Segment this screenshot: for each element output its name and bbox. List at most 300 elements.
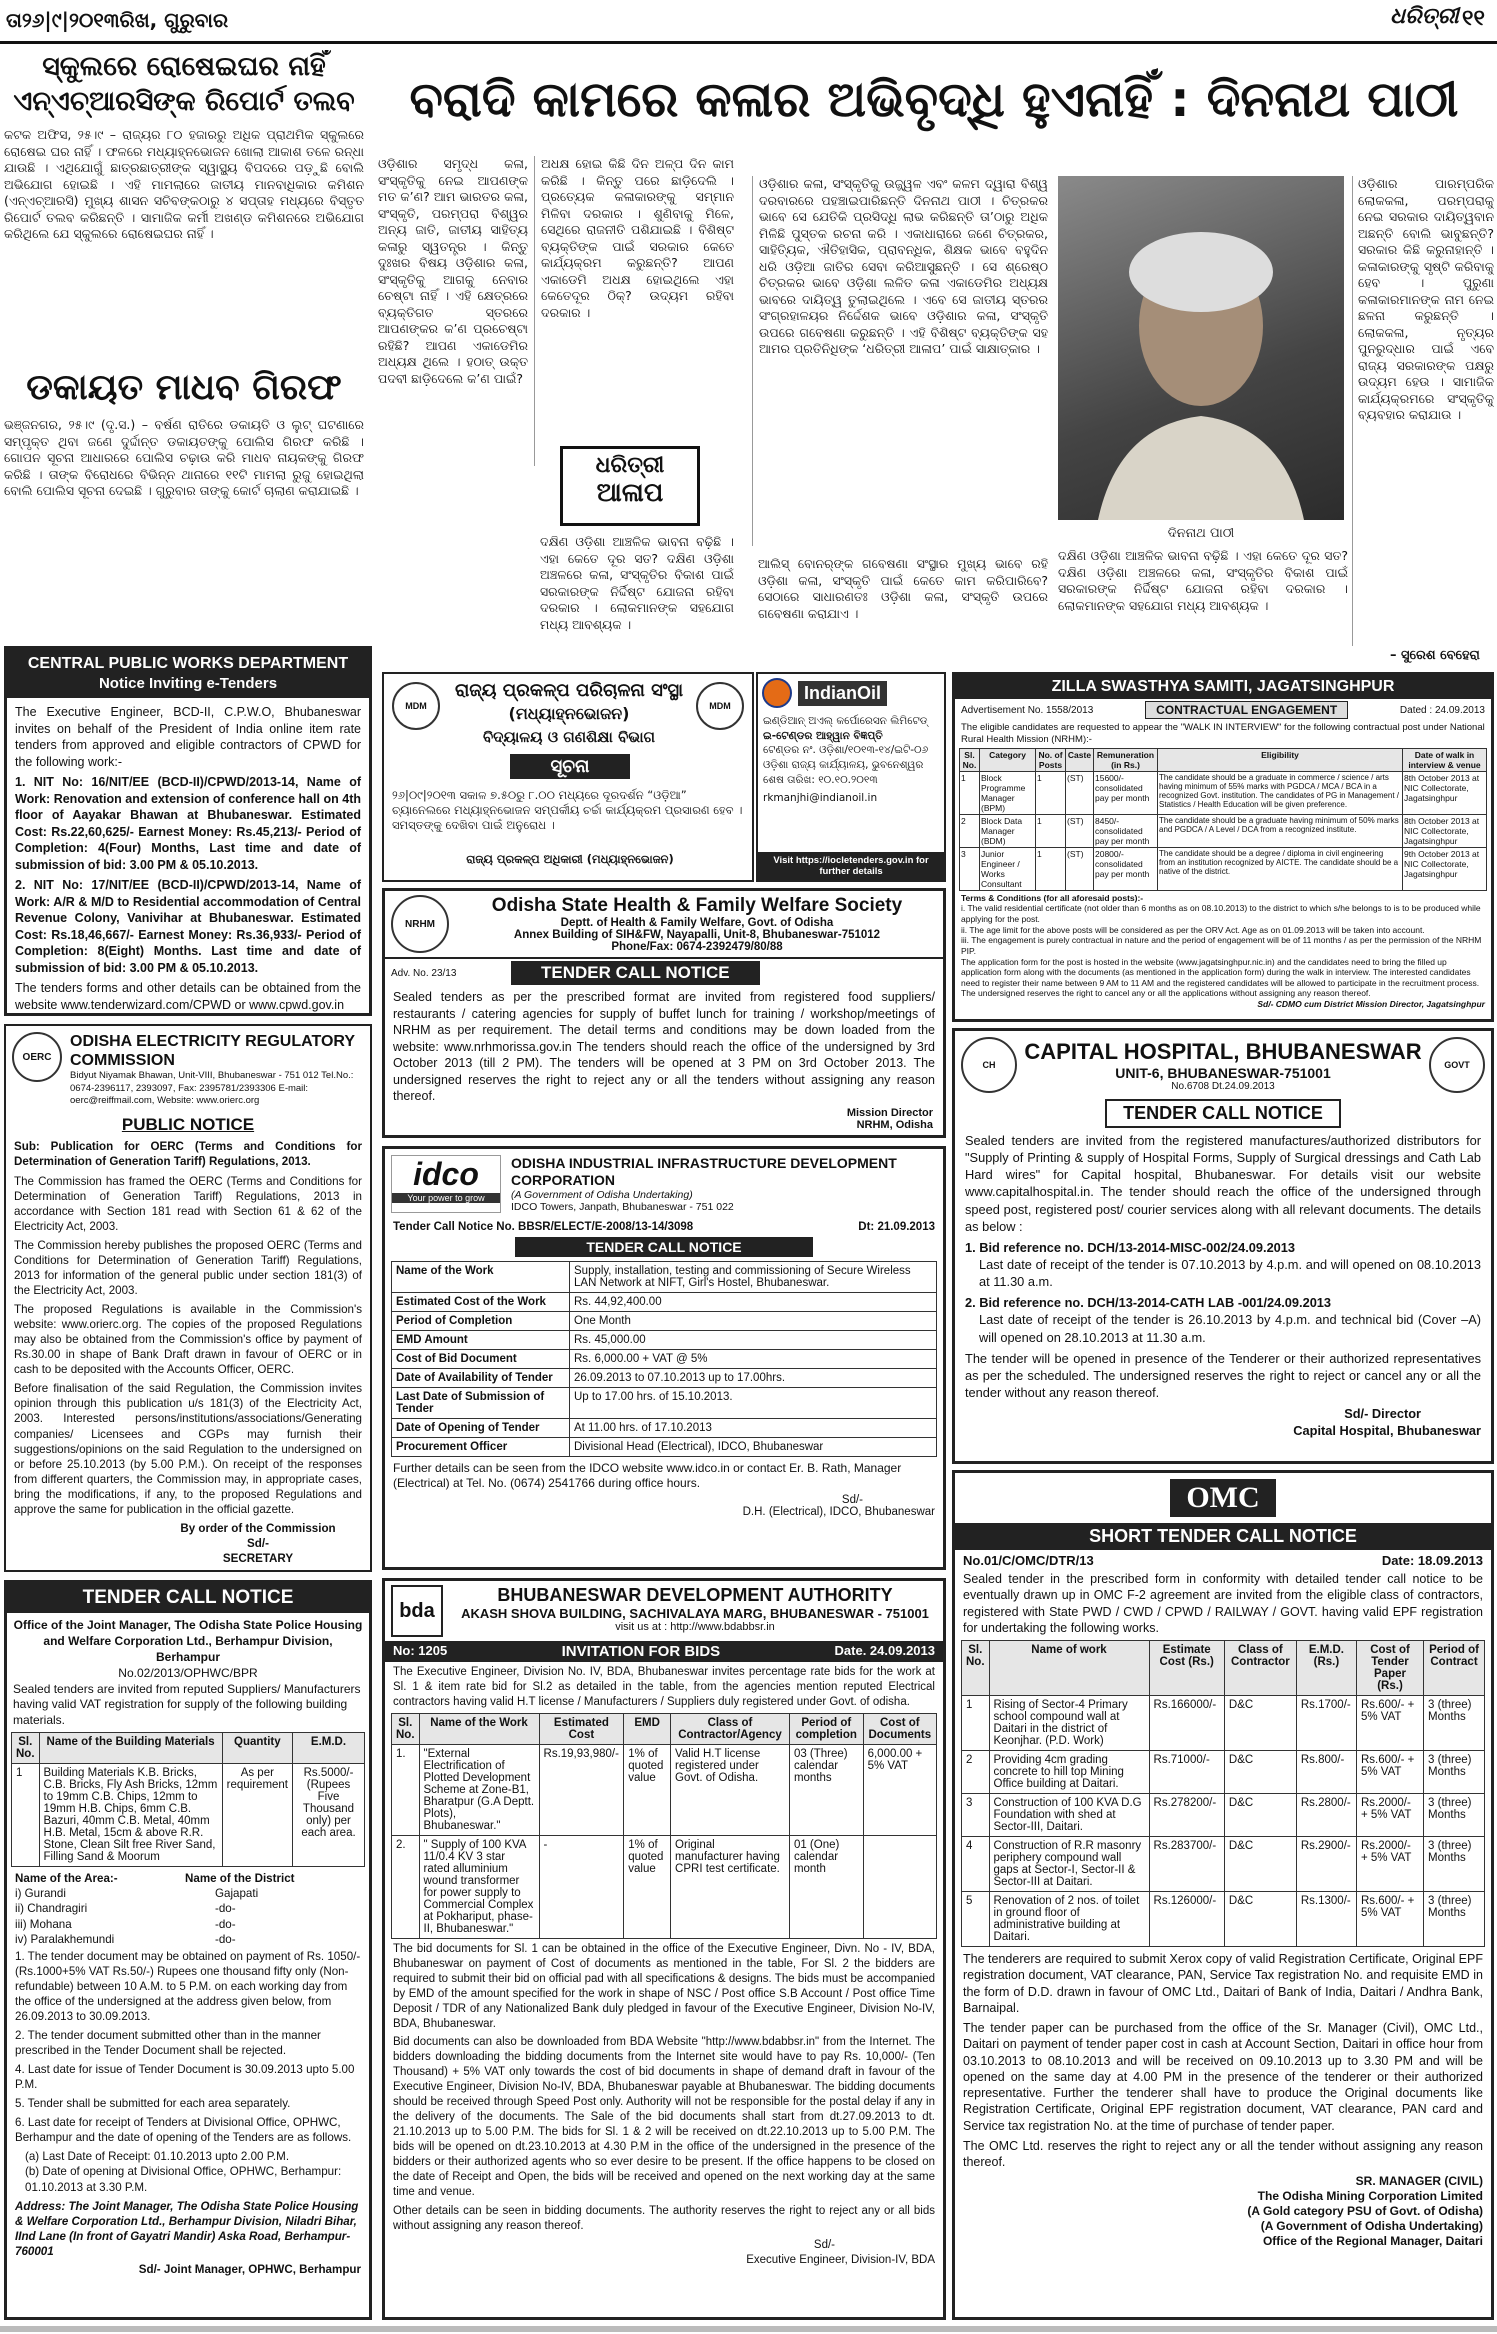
omc-p1: The tenderers are required to submit Xerox copy of valid Registration Certificate, Original EPF registration document, VAT clearance, PAN, Service Tax registration No. and requisite EMD in the form of D.D. drawn in favour of OMC Ltd., Daitari of Bank of India, Daitari / Andhra Bank, Barnaipal. [963, 1952, 1483, 2015]
ophwc-dist: -do- [215, 1902, 236, 1916]
indianoil-brand: IndianOil [798, 681, 887, 706]
zss-th: Caste [1066, 748, 1094, 771]
ophwc-dist: -do- [215, 1917, 236, 1931]
idco-date: Dt: 21.09.2013 [858, 1220, 935, 1233]
idco-key: Name of the Work [392, 1261, 570, 1292]
zss-td: The candidate should be a degree / diploma in civil engineering from an institution recognized by AICTE. The candidate should be a native of the district. [1158, 847, 1403, 890]
ad-oerc [4, 1024, 372, 1572]
zss-table [959, 748, 1487, 891]
zss-td: Junior Engineer / Works Consultant [980, 847, 1036, 890]
bda-th: Name of the Work [419, 1713, 539, 1744]
alaap-tag-line2: ଆଳାପ [596, 478, 664, 508]
zss-td: (ST) [1066, 814, 1094, 847]
omc-td: Rs.600/- + 5% VAT [1356, 1696, 1423, 1751]
bda-web[interactable]: visit us at : http://www.bdabbsr.in [615, 1621, 775, 1633]
table-row [392, 1387, 937, 1418]
indianoil-logo [762, 678, 792, 708]
zss-para: The application form for the post is hosted in the website (www.jagatsinghpur.nic.in) and the candidates need to bring the filled up application form along with the documents (as mentioned in the application form) during the walk in interview. The interested candidates need to register their name between 9 AM to 11 AM and the registered candidates will be allowed to participate in the recruitment process. The undersigned reserves the right to cancel any or all the applications without assigning any reason thereof. [961, 956, 1480, 999]
table-row [392, 1330, 937, 1349]
nrhm-body: Sealed tenders as per the prescribed format are invited from registered food suppliers/ restaurants / catering agencies for supply of buffet lunch for training / workshop/meetings of NRHM as per requirement. The detail terms and conditions may be down loaded from the website: www.nrhmorissa.gov.in The tenders should reach the office of the undersigned by 3rd October 2013 (till 2 PM). The tenders will be opened at 3 PM on 3rd October 2013. The undersigned reserves the right to reject any or all the tenders without assigning any reason thereof. [393, 990, 935, 1103]
zss-td: Block Data Manager (BDM) [980, 814, 1036, 847]
zss-term: i. The valid residential certificate (not older than 6 months as on 08.10.2013) to the district to which s/he belongs to is to be produced while applying for the post. [961, 903, 1481, 924]
ophwc-th: E.M.D. [293, 1733, 365, 1764]
idco-val: One Month [570, 1311, 937, 1330]
main-col-5: ଓଡ଼ିଶାର ପାରମ୍ପରିକ ଲୋକକଳା, ପରମ୍ପରାକୁ ନେଇ ସରକାର ଦାୟିତ୍ୱବାନ ଅଛନ୍ତି ବୋଲି ଭାବୁଛନ୍ତି? ସରକାର କିଛି କରୁନାହାନ୍ତି । କଳାକାରଙ୍କୁ ସୃଷ୍ଟି କରିବାକୁ ହେବ । ପୁରୁଣା କଳାକାରମାନଙ୍କ ନାମ ନେଇ ଛଳନା କରୁଛନ୍ତି । ଲୋକକଳା, ନୃତ୍ୟର ପୁନରୁଦ୍ଧାର ପାଇଁ ଏବେ ରାଜ୍ୟ ସରକାରଙ୍କ ପକ୍ଷରୁ ଉଦ୍ୟମ ହେଉ । ସାମାଜିକ କାର୍ଯ୍ୟକ୍ରମରେ ସଂସ୍କୃତିକୁ ବ୍ୟବହାର କରାଯାଉ । [1352, 176, 1494, 646]
ad-mdm [382, 672, 754, 882]
zss-term: ii. The age limit for the above posts will be considered as per the ORV Act. Age as on 01.09.2013 will be taken into account. [961, 924, 1425, 935]
idco-val: Rs. 45,000.00 [570, 1330, 937, 1349]
zss-td: 8th October 2013 at NIC Collectorate, Jagatsinghpur [1403, 814, 1487, 847]
main-headline: ବରାଦି କାମରେ କଳାର ଅଭିବୃଦ୍ଧି ହୁଏନାହିଁ : ଦିନନାଥ ପାଠୀ [409, 71, 1459, 128]
ophwc-dist-h: Name of the District [185, 1872, 295, 1886]
capital-logo-left: CH [961, 1037, 1017, 1093]
omc-th: Class of Contractor [1224, 1641, 1296, 1696]
idco-val: Supply, installation, testing and commissioning of Secure Wireless LAN Network at NIFT, Girl's Hostel, Bhubaneswar. [570, 1261, 937, 1292]
ophwc-no: No.02/2013/OPHWC/BPR [118, 1665, 258, 1680]
omc-intro: Sealed tender in the prescribed form in conformity with detailed tender call notice to be eventually drawn up in OMC F-2 agreement are invited from the eligible class of contractors, registered with State PWD / CWD / CPWD / RAILWAY / GOVT. having valid EPF registration for undertaking the following works. [963, 1572, 1483, 1635]
nrhm-sign-1: Mission Director [846, 1106, 933, 1119]
oerc-sub: Sub: Publication for OERC (Terms and Conditions for Determination of Generation Tariff) Regulations, 2013. [14, 1140, 362, 1169]
zss-td: 3 [960, 847, 980, 890]
ophwc-area-h: Name of the Area:- [15, 1872, 118, 1886]
idco-key: EMD Amount [392, 1330, 570, 1349]
masthead-date: ତା୨୬|୯|୨୦୧୩ରିଖ, ଗୁରୁବାର [6, 8, 229, 32]
masthead-paper: ଧରିତ୍ରୀ [1390, 4, 1459, 29]
omc-sign-5: Office of the Regional Manager, Daitari [1262, 2234, 1483, 2249]
ophwc-office: Office of the Joint Manager, The Odisha State Police Housing and Welfare Corporation Ltd., Berhampur Division, Berhampur [13, 1618, 363, 1665]
bda-th: Cost of Documents [863, 1713, 936, 1744]
omc-td: Rs.800/- [1296, 1751, 1356, 1794]
ioc-url[interactable]: Visit https://iocletenders.gov.in for further details [758, 852, 944, 880]
main-col-2b [534, 534, 734, 662]
zss-th: Eligibility [1158, 748, 1403, 771]
omc-td: D&C [1224, 1696, 1296, 1751]
ophwc-sign: Sd/- Joint Manager, OPHWC, Berhampur [138, 2262, 361, 2276]
ophwc-term: 6. Last date for receipt of Tenders at Divisional Office, OPHWC, Berhampur and the date of opening of the Tenders are as follows. [15, 2116, 352, 2145]
idco-logo-block [391, 1155, 501, 1213]
story-left [4, 50, 364, 640]
mdm-title: ରାଜ୍ୟ ପ୍ରକଳ୍ପ ପରିଚାଳନା ସଂସ୍ଥା [454, 680, 684, 701]
bda-table [391, 1713, 937, 1939]
omc-th: Sl. No. [962, 1641, 990, 1696]
bda-td: Original manufacturer having CPRI test certificate. [671, 1835, 790, 1938]
zss-td: 1 [960, 771, 980, 814]
idco-val: Divisional Head (Electrical), IDCO, Bhubaneswar [570, 1437, 937, 1456]
main-byline: – ସୁରେଶ ବେହେରା [1390, 648, 1480, 663]
ad-nrhm [382, 888, 946, 1138]
story-left-body: କଟକ ଅଫିସ, ୨୫।୯ – ରାଜ୍ୟର ୮୦ ହଜାରରୁ ଅଧିକ ପ୍ରାଥମିକ ସ୍କୁଲରେ ରୋଷେଇ ଘର ନାହିଁ । ଫଳରେ ମଧ୍ୟାହ୍ନଭୋଜନ ଖୋଲା ଆକାଶ ତଳେ ରନ୍ଧା ଯାଉଛି । ଏଥିଯୋଗୁଁ ଛାତ୍ରଛାତ୍ରୀଙ୍କ ସ୍ୱାସ୍ଥ୍ୟ ବିପଦରେ ପଡ଼ୁଛି ବୋଲି ଅଭିଯୋଗ ହୋଇଛି । ଏହି ମାମଲାରେ ଜାତୀୟ ମାନବାଧିକାର କମିଶନ (ଏନ୍‌ଏଚ୍ଆରସି) ମୁଖ୍ୟ ଶାସନ ସଚିବଙ୍କଠାରୁ ୪ ସପ୍ତାହ ମଧ୍ୟରେ ବିସ୍ତୃତ ରିପୋର୍ଟ ତଲବ କରିଛନ୍ତି । ସାମାଜିକ କର୍ମୀ ଅଖଣ୍ଡ କମିଶନରେ ଅଭିଯୋଗ କରିଥିଲେ ଯେ ସ୍କୁଲରେ ରୋଷେଇଘର ନାହିଁ । [4, 127, 364, 242]
omc-td: 3 (three) Months [1424, 1751, 1485, 1794]
page-bottom-rule [0, 2326, 1497, 2332]
oerc-logo: OERC [12, 1032, 62, 1082]
omc-td: 3 [962, 1794, 990, 1837]
ophwc-intro: Sealed tenders are invited from reputed Suppliers/ Manufacturers having valid VAT registration for supply of the following building materials. [13, 1681, 361, 1727]
indianoil-lines [758, 712, 944, 808]
capital-sign-1: Sd/- Director [1344, 1406, 1421, 1422]
omc-sign-3: (A Gold category PSU of Govt. of Odisha) [1247, 2204, 1483, 2219]
nrhm-title: Odisha State Health & Family Welfare Society [491, 895, 903, 916]
ad-indianoil [756, 672, 946, 882]
idco-val: 26.09.2013 to 07.10.2013 up to 17.00hrs. [570, 1368, 937, 1387]
omc-td: Rs.166000/- [1149, 1696, 1224, 1751]
ad-omc [952, 1470, 1494, 2320]
mdm-logo-right: MDM [696, 682, 744, 730]
capital-bid-1: Last date of receipt of the tender is 07.10.2013 by 4.p.m. and will opened on 08.10.2013 at 11.30 a.m. [979, 1256, 1481, 1290]
main-col-1: ଓଡ଼ିଶାର ସମୃଦ୍ଧ କଳା, ସଂସ୍କୃତିକୁ ନେଇ ଆପଣଙ୍କ ମତ କ’ଣ? ଆମ ଭାରତର କଳା, ସଂସ୍କୃତି, ପରମ୍ପରା ବିଶ୍ୱର ଅନ୍ୟ ଜାତି, ଜାତୀୟ ସାହିତ୍ୟ କଳାରୁ ସ୍ୱତନ୍ତ୍ର । କିନ୍ତୁ ଦୁଃଖର ବିଷୟ ଓଡ଼ିଶାର କଳା, ସଂସ୍କୃତିକୁ ଆଗକୁ ନେବାର ଚେଷ୍ଟା ନାହିଁ । ଏହି କ୍ଷେତ୍ରରେ ବ୍ୟକ୍ତିଗତ ସ୍ତରରେ ଆପଣଙ୍କର କ’ଣ ପ୍ରଚେଷ୍ଟା ରହିଛି? ଆପଣ ଏକାଡେମିର ଅଧ୍ୟକ୍ଷ ଥିଲେ । ହଠାତ୍ ଉକ୍ତ ପଦବୀ ଛାଡ଼ିଦେଲେ କ’ଣ ପାଇଁ? [378, 156, 528, 386]
omc-table [961, 1640, 1485, 1947]
zss-td: 8th October 2013 at NIC Collectorate, Jagatsinghpur [1403, 771, 1487, 814]
mdm-logo-left: MDM [392, 682, 440, 730]
mdm-notice: ସୂଚନା [510, 754, 630, 779]
omc-td: Rising of Sector-4 Primary school compound wall at Daitari in the district of Keonjhar. (P.D. Work) [989, 1696, 1149, 1751]
mdm-dept: ବିଦ୍ୟାଳୟ ଓ ଗଣଶିକ୍ଷା ବିଭାଗ [482, 728, 656, 746]
omc-td: Rs.1300/- [1296, 1892, 1356, 1947]
ad-cpwd [4, 646, 372, 1016]
main-col-3: ଓଡ଼ିଶାର କଳା, ସଂସ୍କୃତିକୁ ଉଜ୍ଜ୍ୱଳ ଏବଂ କଳମ ଦ୍ୱାରା ବିଶ୍ୱ ଦରବାରରେ ପହଞ୍ଚାଇପାରିଛନ୍ତି ଦିନନାଥ ପାଠୀ । ଚିତ୍ରକର ଭାବେ ସେ ଯେତିକି ପ୍ରସିଦ୍ଧି ଲାଭ କରିଛନ୍ତି ତା’ଠାରୁ ଅଧିକ ମିଳିଛି ପୁସ୍ତକ ରଚନା କରି । ଏକାଧାରାରେ ଜଣେ ଚିତ୍ରକର, ସାହିତ୍ୟିକ, ଐତିହାସିକ, ପ୍ରାବନ୍ଧିକ, ଶିକ୍ଷକ ଭାବେ ବହୁଦିନ ଧରି ଓଡ଼ିଆ ଜାତିର ସେବା କରିଆସୁଛନ୍ତି । ସେ ଶ୍ରେଷ୍ଠ ଚିତ୍ରକର ଭାବେ ଓଡ଼ିଶା ଲଳିତ କଳା ଏକାଡେମିର ଅଧ୍ୟକ୍ଷ ଭାବରେ ଦାୟିତ୍ୱ ତୁଲାଇଥିଲେ । ଏବେ ସେ ଜାତୀୟ ସ୍ତରର ସଂଗ୍ରହାଳୟର ନିର୍ଦ୍ଦେଶକ ଭାବେ ଓଡ଼ିଶାର କଳା, ସଂସ୍କୃତି ଉପରେ ଗବେଷଣା କରୁଛନ୍ତି । ଏହି ବିଶିଷ୍ଟ ବ୍ୟକ୍ତିଙ୍କ ସହ ଆମର ପ୍ରତିନିଧିଙ୍କ ‘ଧରିତ୍ରୀ ଆଳାପ’ ପାଇଁ ସାକ୍ଷାତ୍‌କାର । [752, 176, 1048, 546]
zss-td: 1 [1036, 814, 1066, 847]
dharitri-alaap-tag [560, 446, 700, 526]
main-col-4-text: ଦକ୍ଷିଣ ଓଡ଼ିଶା ଆଞ୍ଚଳିକ ଭାବନା ବଢ଼ିଛି । ଏହା କେତେ ଦୂର ସତ? ଦକ୍ଷିଣ ଓଡ଼ିଶା ଅଞ୍ଚଳରେ କଳା, ସଂସ୍କୃତିର ବିକାଶ ପାଇଁ ସରକାରଙ୍କ ନିର୍ଦ୍ଦିଷ୍ଟ ଯୋଜନା ରହିବା ଦରକାର । ଲୋକମାନଙ୍କ ସହଯୋଗ ମଧ୍ୟ ଆବଶ୍ୟକ । [1058, 548, 1348, 613]
omc-td: Renovation of 2 nos. of toilet in ground floor of administrative building at Daitari. [989, 1892, 1149, 1947]
bda-td: Valid H.T license registered under Govt. of Odisha. [671, 1744, 790, 1835]
omc-td: Rs.600/- + 5% VAT [1356, 1751, 1423, 1794]
capital-para: The tender will be opened in presence of the Tenderer or their authorized representatives as per the scheduled. The undersigned reserves the right to reject or cancel any or all the tender without any reason thereof. [965, 1350, 1481, 1400]
ophwc-term: 1. The tender document may be obtained on payment of Rs. 1050/- (Rs.1000+5% VAT Rs.50/-) Rupees one thousand fifty only (Non-refundable) between 10 A.M. to 5 P.M. on each working day from the office of the undersigned at the address given below, from 26.09.2013 to 30.09.2013. [15, 1949, 361, 2023]
ad-capital-hospital [952, 1028, 1494, 1464]
bda-p1: The bid documents for Sl. 1 can be obtained in the office of the Executive Engineer, Divn. No - IV, BDA, Bhubaneswar on payment of Cost of documents as mentioned in the table, For Sl. 2 the bidders are required to submit their bid on official pad with all specifications & designs. The bids must be accompanied by EMD of the amount specified for the work in shape of NSC / Post office S.B Account / Post office Time Deposit / TDR of any Nationalized Bank duly pledged in favour of the Executive Engineer, Division No-IV, BDA, Bhubaneswar. [393, 1942, 935, 2030]
ophwc-area: i) Gurandi [15, 1887, 66, 1901]
oerc-title: ODISHA ELECTRICITY REGULATORY COMMISSION [70, 1033, 355, 1070]
ophwc-th: Name of the Building Materials [39, 1733, 222, 1764]
table-row [962, 1794, 1485, 1837]
omc-td: Construction of 100 KVA D.G Foundation with shed at Sector-III, Daitari. [989, 1794, 1149, 1837]
zss-td: The candidate should be a graduate having minimum of 50% marks and PGDCA / A Level / DCA from a recognized institute. [1158, 814, 1403, 847]
omc-td: 1 [962, 1696, 990, 1751]
oerc-p2: The Commission hereby publishes the proposed OERC (Terms and Conditions for Determination of Generation Tariff) Regulations, 2013 for information of the general public under section 181(3) of the Electricity Act, 2003. [14, 1238, 362, 1297]
zss-term: iii. The engagement is purely contractual in nature and the period of engagement will be of 11 months / as per the permission of the NRHM PIP. [961, 935, 1482, 956]
main-col-2: ଅଧକ୍ଷ ହୋଇ କିଛି ଦିନ ଅଳ୍ପ ଦିନ କାମ କରିଛି । କିନ୍ତୁ ପରେ ଛାଡ଼ିଦେଲି । ପ୍ରତ୍ୟେକ କଳାକାରଙ୍କୁ ସମ୍ମାନ ମିଳିବା ଦରକାର । ଶୁଣିବାକୁ ମିଳେ, ସେଥିରେ ରାଜନୀତି ପଶିଯାଇଛି । ବିଶିଷ୍ଟ ବ୍ୟକ୍ତିଙ୍କ ପାଇଁ ସରକାର କେତେ କାର୍ଯ୍ୟକ୍ରମ କରୁଛନ୍ତି? ଆପଣ ଏକାଡେମି ଅଧକ୍ଷ ହୋଇଥିଲେ ଏହା କେତେଦୂର ଠିକ୍? ଉଦ୍ୟମ ରହିବା ଦରକାର । [534, 156, 734, 466]
ophwc-area: ii) Chandragiri [15, 1902, 88, 1916]
bda-td: 01 (One) calendar month [789, 1835, 863, 1938]
omc-td: 5 [962, 1892, 990, 1947]
omc-td: Rs.2000/- + 5% VAT [1356, 1794, 1423, 1837]
ioc-line: ଇଣ୍ଡିଆନ୍ ଅଏଲ୍ କର୍ପୋରେସନ ଲିମିଟେଡ୍ [763, 715, 928, 727]
table-row [392, 1418, 937, 1437]
omc-td: Rs.2800/- [1296, 1794, 1356, 1837]
ophwc-dist: Gajapati [215, 1887, 259, 1901]
bda-td: 1% of quoted value [624, 1835, 671, 1938]
zss-heading: CONTRACTUAL ENGAGEMENT [1145, 701, 1348, 719]
nrhm-heading: TENDER CALL NOTICE [511, 961, 760, 985]
capital-heading: TENDER CALL NOTICE [1105, 1099, 1341, 1128]
omc-td: D&C [1224, 1892, 1296, 1947]
zss-td: The candidate should be a graduate in commerce / science / arts having minimum of 55% marks with PGDCA / MCA / BCA in a recognized Govt. institution. The candidates of PG in Management / Statistics / Health Education will be given preference. [1158, 771, 1403, 814]
idco-sub: (A Government of Odisha Undertaking) [511, 1188, 693, 1201]
bda-td: - [539, 1835, 624, 1938]
capital-title: CAPITAL HOSPITAL, BHUBANESWAR [1024, 1038, 1422, 1064]
omc-th: Estimate Cost (Rs.) [1149, 1641, 1224, 1696]
ophwc-td: Building Materials K.B. Bricks, C.B. Bricks, Fly Ash Bricks, 12mm to 19mm C.B. Chips, 12mm to 19mm H.B. Chips, 6mm C.B. Bazuri, 40mm C.B. Metal, 40mm H.B. Metal, 15cm & above R.R. Stone, Clean Silt free River Sand, Filling Sand & Moorum [39, 1764, 222, 1867]
zss-adv: Advertisement No. 1558/2013 [961, 704, 1094, 716]
idco-key: Date of Availability of Tender [392, 1368, 570, 1387]
omc-td: Rs.2000/- + 5% VAT [1356, 1837, 1423, 1892]
nrhm-sign-2: NRHM, Odisha [856, 1118, 933, 1131]
capital-intro: Sealed tenders are invited from the registered manufactures/authorized distributors for "Supply of Printing & supply of Hospital Forms, Supply of Surgical dressings and Cath Lab Hard wires" for Capital hospital, Bhubaneswar. For details visit our website www.capitalhospital.in. The tender should reach the office of the undersigned through speed post, registered post/ courier services along with all relevant documents. The details as below : [965, 1133, 1481, 1234]
omc-td: D&C [1224, 1794, 1296, 1837]
zss-th: Category [980, 748, 1036, 771]
bda-title: BHUBANESWAR DEVELOPMENT AUTHORITY [497, 1585, 893, 1605]
zss-sign: Sd/- CDMO cum District Mission Director, Jagatsinghpur [1257, 999, 1485, 1009]
omc-th: Cost of Tender Paper (Rs.) [1356, 1641, 1423, 1696]
table-row [392, 1835, 937, 1938]
omc-td: 3 (three) Months [1424, 1794, 1485, 1837]
omc-sign-1: SR. MANAGER (CIVIL) [1355, 2174, 1483, 2189]
omc-td: Rs.278200/- [1149, 1794, 1224, 1837]
nrhm-logo: NRHM [391, 895, 449, 953]
table-row [962, 1892, 1485, 1947]
omc-date: Date: 18.09.2013 [1381, 1553, 1483, 1568]
bda-td: "External Electrification of Plotted Development Scheme at Zone-B1, Bharatpur (G.A Deptt. Plots), Bhubaneswar." [419, 1744, 539, 1835]
oerc-p4: Before finalisation of the said Regulation, the Commission invites opinion through this publication u/s 181(3) of the Electricity Act, 2003. Interested persons/institutions/associations/Generating companies/ Licensees and CGPs may furnish their suggestions/opinions on the said Regulation to the undersigned on or before 25.10.2013 (by 5.00 P.M.). On receipt of the responses from different quarters, the Commission may, in appropriate cases, bring the modifications, if any, to the proposed Regulations and approve the same for publication in the official gazette. [14, 1382, 362, 1516]
nrhm-phone: Phone/Fax: 0674-2392479/80/88 [611, 941, 783, 953]
zss-th: No. of Posts [1036, 748, 1066, 771]
bda-p3: Other details can be seen in bidding documents. The authority reserves the right to reject any or all bids without assigning any reason thereof. [393, 2204, 935, 2232]
story-left-body2: ଭଞ୍ଜନଗର, ୨୫।୯ (ଦୃ.ସ.) – ବର୍ଷଣ ରାତିରେ ଡକାୟତି ଓ ଲୁଟ୍ ଘଟଣାରେ ସମ୍ପୃକ୍ତ ଥିବା ଜଣେ ଦୁର୍ଦ୍ଦାନ୍ତ ଡକାୟତଙ୍କୁ ପୋଲିସ ଗିରଫ କରିଛି । ଗୋପନ ସୂଚନା ଆଧାରରେ ପୋଲିସ ଚଢ଼ାଉ କରି ମାଧବ ନାୟକଙ୍କୁ ଗିରଫ କରିଛି । ତାଙ୍କ ବିରୋଧରେ ବିଭିନ୍ନ ଥାନାରେ ୧୧ଟି ମାମଲା ରୁଜୁ ହୋଇଥିଲା ବୋଲି ପୋଲିସ ସୂଚନା ଦେଇଛି । ଗୁରୁବାର ତାଙ୍କୁ କୋର୍ଟ ଚାଲାଣ କରାଯାଇଛି । [4, 417, 364, 499]
zss-td: Block Programme Manager (BPM) [980, 771, 1036, 814]
oerc-sign-3: SECRETARY [222, 1552, 294, 1566]
idco-val: At 11.00 hrs. of 17.10.2013 [570, 1418, 937, 1437]
story-left-headline2: ଡକାୟତ ମାଧବ ଗିରଫ [26, 367, 342, 409]
idco-key: Procurement Officer [392, 1437, 570, 1456]
ad-ophwc [4, 1580, 372, 2320]
bda-td [863, 1835, 936, 1938]
ophwc-title: TENDER CALL NOTICE [7, 1583, 369, 1613]
table-row [962, 1837, 1485, 1892]
omc-p2: The tender paper can be purchased from the office of the Sr. Manager (Civil), OMC Ltd., Daitari on payment of tender paper cost in cash at Account Section, Daitari in office hour from 03.10.2013 to 08.10.2013 and will be received on 09.10.2013 up to 3.30 PM and will be opened on the same day at 4.00 PM in the presence of the tenderer or their authorized representative. Further the tenderer shall have to produce the Original documents like Registration Certificate, Original EPF registration document, VAT clearance, PAN card and Service tax registration No. at the time of purchase of tender paper. [963, 2021, 1483, 2133]
table-row [960, 847, 1487, 890]
table-row [392, 1311, 937, 1330]
table-row [962, 1696, 1485, 1751]
nrhm-dept: Deptt. of Health & Family Welfare, Govt. of Odisha [560, 917, 834, 929]
omc-th: Period of Contract [1424, 1641, 1485, 1696]
omc-td: Rs.283700/- [1149, 1837, 1224, 1892]
zss-terms-h: Terms & Conditions (for all aforesaid posts):- [961, 892, 1144, 903]
omc-logo: OMC [1170, 1479, 1275, 1517]
ioc-line: ଟେଣ୍ଡର ନଂ. ଓଡ଼ିଶା/୧୦୧୩-୧୪/ଇଟି-୦୬ [763, 744, 929, 757]
story-left-headline: ସ୍କୁଲରେ ରୋଷେଇଘର ନାହିଁ ଏନ୍‌ଏଚ୍ଆରସିଙ୍କ ରିପୋର୍ଟ ତଲବ [13, 51, 355, 117]
cpwd-item-2: 2. NIT No: 17/NIT/EE (BCD-II)/CPWD/2013-14, Name of Work: A/R & M/D to Residential accommodation of Central Revenue Colony, Vanivihar at Bhubaneswar. Estimated Cost: Rs.18,46,667/- Earnest Money: Rs.36,933/- Period of Completion: 8(Eight) Months. Last time and date of submission of bid: 3.00 PM & 05.10.2013. [15, 878, 361, 975]
capital-logo-right: GOVT [1429, 1037, 1485, 1093]
ophwc-th: Quantity [222, 1733, 292, 1764]
main-col-3b: ଆଲିସ୍ ବୋନର୍‌ଙ୍କ ଗବେଷଣା ସଂସ୍ଥାର ମୁଖ୍ୟ ଭାବେ ରହି ଓଡ଼ିଶା କଳା, ସଂସ୍କୃତି ପାଇଁ କେତେ କାମ କରିପାରିବେ? ସେଠାରେ ସାଧାରଣତଃ ଓଡ଼ିଶା କଳା, ସଂସ୍କୃତି ଉପରେ ଗବେଷଣା କରାଯାଏ । [758, 556, 1048, 621]
mdm-sub: (ମଧ୍ୟାହ୍ନଭୋଜନ) [508, 704, 630, 723]
oerc-address: Bidyut Niyamak Bhawan, Unit-VIII, Bhubaneswar - 751 012 Tel.No.: 0674-2396117, 2393097, Fax: 2395781/2393306 E-mail: oerc@reiffmail.com, Website: www.orierc.org [70, 1070, 354, 1107]
ophwc-address: Address: The Joint Manager, The Odisha State Police Housing & Welfare Corporation Ltd., Berhampur Division, Niladri Bihar, IInd Lane (In front of Gayatri Mandir) Aska Road, Berhampur-760001 [15, 2199, 359, 2258]
omc-td: D&C [1224, 1837, 1296, 1892]
bda-th: Estimated Cost [539, 1713, 624, 1744]
bda-sign-2: Executive Engineer, Division-IV, BDA [746, 2253, 935, 2266]
capital-sign-2: Capital Hospital, Bhubaneswar [1293, 1423, 1481, 1439]
cpwd-subtitle: Notice Inviting e-Tenders [7, 675, 369, 698]
omc-td: 3 (three) Months [1424, 1892, 1485, 1947]
oerc-p3: The proposed Regulations is available in the Commission's website: www.orierc.org. The copies of the proposed Regulations may also be obtained from the Commission's office by payment of Rs.30.00 in shape of Bank Draft drawn in favour of OERC or in cash to be deposited with the Accounts Officer, OERC. [14, 1303, 362, 1377]
bda-p2: Bid documents can also be downloaded from BDA Website "http://www.bdabbsr.in" from the Internet. The bidders downloading the bidding documents from the Internet site would have to pay Rs. 10,000/- (Ten Thousand) + 5% VAT only towards the cost of bid documents in shape of demand draft in favour of the Executive Engineer, Division No-IV, BDA, Bhubaneswar payable at Bhubaneswar. The bidding documents should be received through Speed Post only. Authority will not be responsible for the postal delay if any in the delivery of the documents. The Sale of the bid documents shall start from dt.27.09.2013 to dt. 21.10.2013 up to 5.00 P.M. The bids for Sl. 1 & 2 will be received on dt.22.10.2013 up to 5.00 P.M. The bids will be opened on dt.23.10.2013 at 4.30 P.M in the office of the undersigned in the presence of the bidders or their authorized agents who so ever desire to be present. If the office happens to be closed on the date of Receipt and Open, the bids will be received and opened on the next working day at the same time and venue. [393, 2036, 935, 2198]
ophwc-table [11, 1732, 365, 1867]
bda-date: Date. 24.09.2013 [834, 1643, 935, 1658]
idco-val: Rs. 44,92,400.00 [570, 1292, 937, 1311]
zss-td: 15600/- consolidated pay per month [1094, 771, 1158, 814]
idco-val: Rs. 6,000.00 + VAT @ 5% [570, 1349, 937, 1368]
idco-key: Date of Opening of Tender [392, 1418, 570, 1437]
omc-th: E.M.D. (Rs.) [1296, 1641, 1356, 1696]
omc-td: Rs.126000/- [1149, 1892, 1224, 1947]
table-row [392, 1368, 937, 1387]
ad-idco [382, 1146, 946, 1570]
idco-ref: Tender Call Notice No. BBSR/ELECT/E-2008/13-14/3098 [393, 1220, 694, 1233]
dinanath-pathi-photo [1058, 176, 1344, 520]
table-row [392, 1437, 937, 1456]
bda-td: 1. [392, 1744, 420, 1835]
zss-td: (ST) [1066, 771, 1094, 814]
portrait-illustration [1058, 176, 1344, 520]
table-row [962, 1751, 1485, 1794]
masthead-page: ୧୧ [1462, 6, 1485, 31]
idco-key: Cost of Bid Document [392, 1349, 570, 1368]
bda-heading: INVITATION FOR BIDS [561, 1643, 721, 1660]
bda-no: No: 1205 [393, 1643, 448, 1658]
idco-address: IDCO Towers, Janpath, Bhubaneswar - 751 022 [511, 1200, 734, 1213]
omc-td: Rs.1700/- [1296, 1696, 1356, 1751]
omc-td: 2 [962, 1751, 990, 1794]
idco-sign-2: D.H. (Electrical), IDCO, Bhubaneswar [742, 1505, 935, 1518]
capital-unit: UNIT-6, BHUBANESWAR-751001 [1115, 1064, 1331, 1081]
zss-td: 9th October 2013 at NIC Collectorate, Jagatsinghpur [1403, 847, 1487, 890]
oerc-heading: PUBLIC NOTICE [121, 1115, 255, 1135]
idco-key: Estimated Cost of the Work [392, 1292, 570, 1311]
omc-p3: The OMC Ltd. reserves the right to reject any or all the tender without assigning any reason thereof. [963, 2138, 1483, 2169]
ophwc-dist: -do- [215, 1932, 236, 1946]
idco-logo: idco [413, 1156, 479, 1192]
ophwc-d2: (b) Date of opening at Divisional Office, OPHWC, Berhampur: 01.10.2013 at 3.30 P.M. [25, 2165, 342, 2194]
bda-td: 03 (Three) calendar months [789, 1744, 863, 1835]
alaap-tag-line1: ଧରିତ୍ରୀ [595, 453, 665, 478]
ioc-line: ଓଡ଼ିଶା ରାଜ୍ୟ କାର୍ଯ୍ୟାଳୟ, ଭୁବନେଶ୍ୱର [763, 759, 924, 772]
bda-th: Sl. No. [392, 1713, 420, 1744]
cpwd-footer: The tenders forms and other details can be obtained from the website www.tenderwizard.com/CPWD or www.cpwd.gov.in [15, 981, 361, 1012]
zss-td: 1 [1036, 771, 1066, 814]
omc-td: Rs.600/- + 5% VAT [1356, 1892, 1423, 1947]
nrhm-address: Annex Building of SIH&FW, Nayapalli, Unit-8, Bhubaneswar-751012 [513, 929, 881, 941]
ioc-line: ଇ-ଟେଣ୍ଡର ଆହ୍ୱାନ ବିଜ୍ଞପ୍ତି [763, 729, 883, 742]
ophwc-td: As per requirement [222, 1764, 292, 1867]
omc-td: Providing 4cm grading concrete to hill top Mining Office building at Daitari. [989, 1751, 1149, 1794]
zss-td: 2 [960, 814, 980, 847]
omc-td: Construction of R.R masonry periphery compound wall gaps at Sector-I, Sector-II & Sector-III at Daitari. [989, 1837, 1149, 1892]
zss-date: Dated : 24.09.2013 [1399, 704, 1485, 716]
idco-title: ODISHA INDUSTRIAL INFRASTRUCTURE DEVELOPMENT CORPORATION [511, 1155, 897, 1188]
capital-bid-2-h: 2. Bid reference no. DCH/13-2014-CATH LAB -001/24.09.2013 [965, 1295, 1332, 1311]
ophwc-td: Rs.5000/- (Rupees Five Thousand only) per each area. [293, 1764, 365, 1867]
omc-sign-2: The Odisha Mining Corporation Limited [1257, 2189, 1483, 2204]
bda-td: " Supply of 100 KVA 11/0.4 KV 3 star rated alluminium wound transformer for power supply to Commercial Complex at Pokhariput, phase-II, Bhubaneswar." [419, 1835, 539, 1938]
idco-val: Up to 17.00 hrs. of 15.10.2013. [570, 1387, 937, 1418]
bda-th: EMD [624, 1713, 671, 1744]
bda-sign-1: Sd/- [813, 2238, 835, 2251]
mdm-sign: ରାଜ୍ୟ ପ୍ରକଳ୍ପ ଅଧିକାରୀ (ମଧ୍ୟାହ୍ନଭୋଜନ) [466, 852, 674, 866]
mdm-body: ୨୬|୦୯|୨୦୧୩ ସକାଳ ୭.୫୦ରୁ ୮.୦୦ ମଧ୍ୟରେ ଦୂରଦର୍ଶନ “ଓଡ଼ିଆ” ଚ୍ୟାନେଲରେ ମଧ୍ୟାହ୍ନଭୋଜନ ସମ୍ପର୍କୀୟ ଚର୍ଚ୍ଚା କାର୍ଯ୍ୟକ୍ରମ ପ୍ରସାରଣ ହେବ । ସମସ୍ତଙ୍କୁ ଦେଖିବା ପାଇଁ ଅନୁରୋଧ । [392, 788, 743, 832]
omc-heading: SHORT TENDER CALL NOTICE [955, 1523, 1491, 1550]
zss-th: Sl. No. [960, 748, 980, 771]
idco-sign-1: Sd/- [841, 1493, 863, 1506]
main-col-2b-text: ଦକ୍ଷିଣ ଓଡ଼ିଶା ଆଞ୍ଚଳିକ ଭାବନା ବଢ଼ିଛି । ଏହା କେତେ ଦୂର ସତ? ଦକ୍ଷିଣ ଓଡ଼ିଶା ଅଞ୍ଚଳରେ କଳା, ସଂସ୍କୃତିର ବିକାଶ ପାଇଁ ସରକାରଙ୍କ ନିର୍ଦ୍ଦିଷ୍ଟ ଯୋଜନା ରହିବା ଦରକାର । ଲୋକମାନଙ୍କ ସହଯୋଗ ମଧ୍ୟ ଆବଶ୍ୟକ । [540, 534, 734, 632]
omc-td: 3 (three) Months [1424, 1837, 1485, 1892]
omc-td: Rs.2900/- [1296, 1837, 1356, 1892]
bda-th: Period of completion [789, 1713, 863, 1744]
bda-td: Rs.19,93,980/- [539, 1744, 624, 1835]
ophwc-d1: (a) Last Date of Receipt: 01.10.2013 upto 2.00 P.M. [25, 2150, 290, 2164]
omc-th: Name of work [989, 1641, 1149, 1696]
table-row [960, 771, 1487, 814]
bda-logo: bda [391, 1585, 443, 1637]
oerc-sign-2: Sd/- [247, 1536, 269, 1550]
capital-bid-2: Last date of receipt of the tender is 26.10.2013 by 4.p.m. and technical bid (Cover –A) will opened on 28.10.2013 at 11.30 a.m. [979, 1312, 1481, 1345]
bda-td: 1% of quoted value [624, 1744, 671, 1835]
zss-th: Date of walk in interview & venue [1403, 748, 1487, 771]
idco-key: Last Date of Submission of Tender [392, 1387, 570, 1418]
masthead [0, 0, 1497, 44]
ioc-email[interactable]: rkmanjhi@indianoil.in [763, 792, 878, 805]
ophwc-area: iv) Paralakhemundi [15, 1932, 115, 1946]
omc-td: 4 [962, 1837, 990, 1892]
table-row [392, 1744, 937, 1835]
capital-no: No.6708 Dt.24.09.2013 [1171, 1080, 1275, 1092]
photo-caption: ଦିନନାଥ ପାଠୀ [1167, 526, 1235, 541]
table-row [392, 1261, 937, 1292]
table-row [960, 814, 1487, 847]
zss-td: 20800/- consolidated pay per month [1094, 847, 1158, 890]
bda-td: 2. [392, 1835, 420, 1938]
bda-th: Class of Contractor/Agency [671, 1713, 790, 1744]
cpwd-title: CENTRAL PUBLIC WORKS DEPARTMENT [7, 649, 369, 675]
table-row [392, 1349, 937, 1368]
ioc-line: ଶେଷ ତାରିଖ: ୧୦.୧୦.୨୦୧୩ [763, 773, 878, 786]
main-col-4 [1058, 548, 1348, 666]
zss-td: 8450/- consolidated pay per month [1094, 814, 1158, 847]
oerc-sign-1: By order of the Commission [180, 1521, 336, 1535]
bda-address: AKASH SHOVA BUILDING, SACHIVALAYA MARG, BHUBANESWAR - 751001 [461, 1606, 929, 1621]
zss-title: ZILLA SWASTHYA SAMITI, JAGATSINGHPUR [955, 675, 1491, 699]
capital-bid-1-h: 1. Bid reference no. DCH/13-2014-MISC-002/24.09.2013 [965, 1239, 1296, 1255]
omc-td: Rs.71000/- [1149, 1751, 1224, 1794]
ophwc-term: 2. The tender document submitted other than in the manner prescribed in the Tender Document shall be rejected. [15, 2028, 321, 2058]
ophwc-term: 4. Last date for issue of Tender Document is 30.09.2013 upto 5.00 P.M. [15, 2063, 355, 2092]
zss-intro: The eligible candidates are requested to appear the "WALK IN INTERVIEW" for the following contractual post under National Rural Health Mission (NRHM):- [961, 722, 1485, 745]
bda-intro: The Executive Engineer, Division No. IV, BDA, Bhubaneswar invites percentage rate bids for the work at Sl. 1 & item rate bid for Sl.2 as detailed in the table, from the agencies mention reputed Electrical contractors having valid H.T license / Manufacturers / Suppliers duly registered under Govt. of odisha. [393, 1666, 935, 1708]
cpwd-item-1: 1. NIT No: 16/NIT/EE (BCD-II)/CPWD/2013-14, Name of Work: Renovation and extension of conference hall on 4th floor of Aayakar Bhawan at Bhubaneswar. Estimated Cost: Rs.22,60,625/- Earnest Money: Rs.45,213/- Period of Completion: 4(Four) Months, Last time and date of submission of bid: 3.00 PM & 05.10.2013. [15, 775, 361, 872]
idco-tagline: Your power to grow [392, 1193, 500, 1203]
omc-td: 3 (three) Months [1424, 1696, 1485, 1751]
zss-th: Remuneration (in Rs.) [1094, 748, 1158, 771]
cpwd-intro: The Executive Engineer, BCD-II, C.P.W.O, Bhubaneswar invites on behalf of the President of India online item rate tenders from approved and eligible contractors of CPWD for the following work:- [15, 705, 361, 769]
ophwc-td: 1 [12, 1764, 40, 1867]
omc-sign-4: (A Government of Odisha Undertaking) [1260, 2219, 1483, 2234]
idco-footer: Further details can be seen from the IDCO website www.idco.in or contact Er. B. Rath, Manager (Electrical) at Tel. No. (0674) 2541766 during office hours. [393, 1460, 902, 1491]
nrhm-adv: Adv. No. 23/13 [391, 967, 457, 979]
table-row [392, 1292, 937, 1311]
omc-td: D&C [1224, 1751, 1296, 1794]
idco-key: Period of Completion [392, 1311, 570, 1330]
ophwc-area: iii) Mohana [15, 1917, 72, 1931]
